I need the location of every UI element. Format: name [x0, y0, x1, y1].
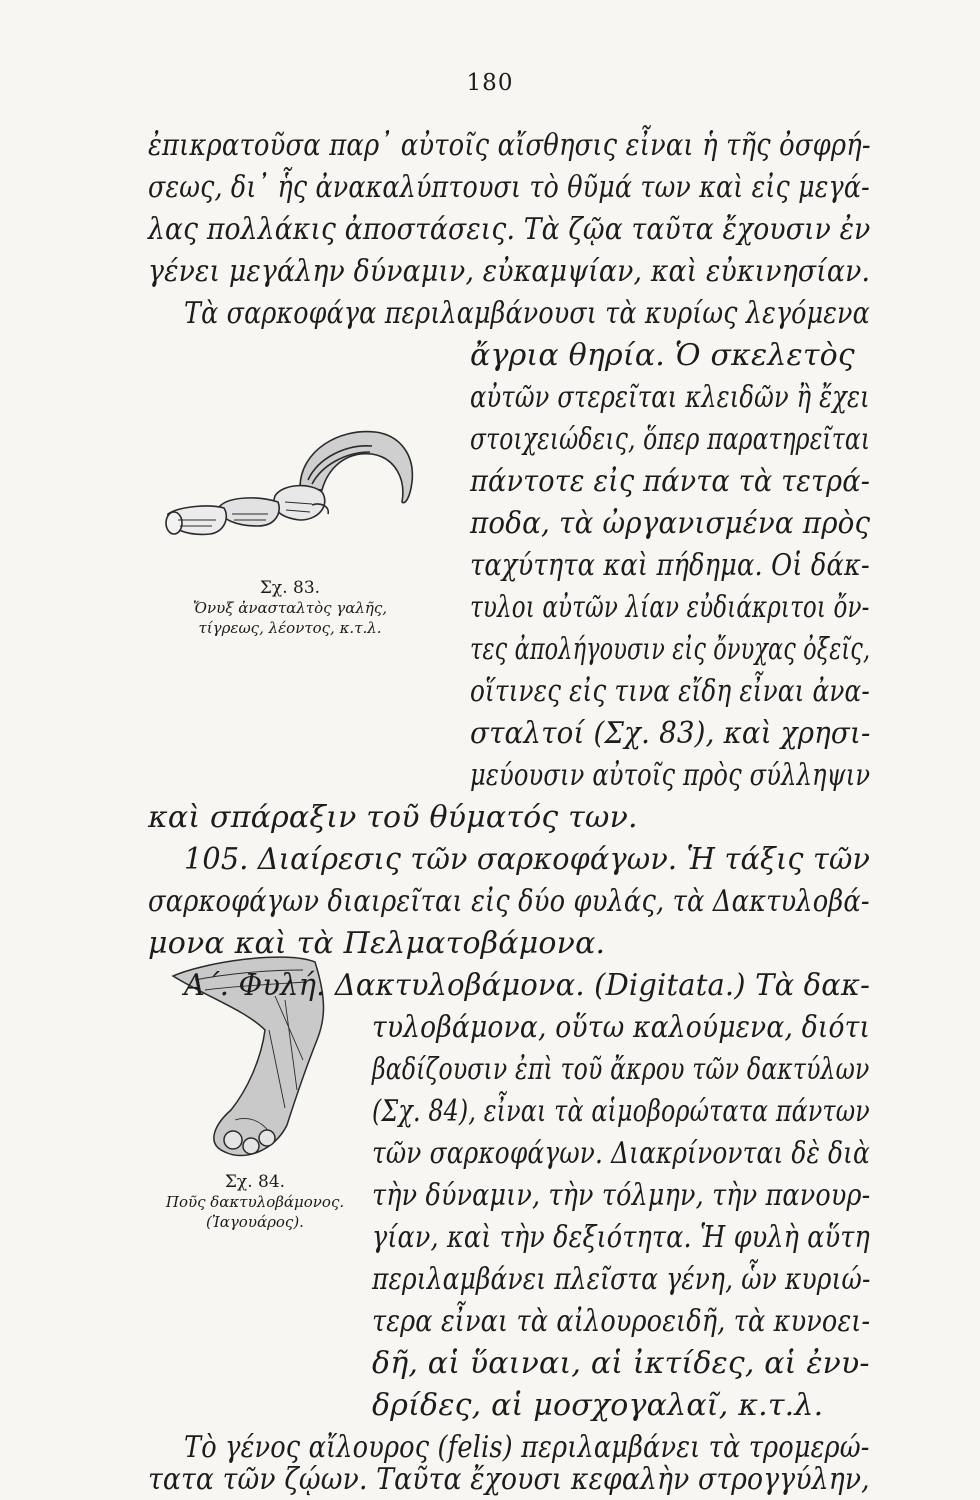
subsection-heading-line: Α΄. Φυλή. Δακτυλοβάμονα. (Digitata.) Τὰ δακ- [184, 968, 871, 1003]
text-line: ἐπικρατοῦσα παρ᾽ αὐτοῖς αἴσθησις εἶναι ἡ τῆς ὀσφρή- [148, 128, 871, 163]
claw-illustration [150, 410, 430, 570]
text-line: Τὸ γένος αἴλουρος (felis) περιλαμβάνει τὰ τρομερώ- [184, 1430, 870, 1465]
caption-line: τίγρεως, λέοντος, κ.τ.λ. [198, 619, 382, 637]
figure-caption [140, 1172, 370, 1232]
text-line: τυλοι αὐτῶν λίαν εὐδιάκριτοι ὄν- [470, 590, 870, 625]
text-line: στοιχειώδεις, ὅπερ παρατηρεῖται [470, 422, 871, 457]
text-line: οἵτινες εἰς τινα εἴδη εἶναι ἀνα- [470, 674, 870, 709]
text-line: τὴν δύναμιν, τὴν τόλμην, τὴν πανουρ- [372, 1178, 871, 1213]
text-line: σεως, δι᾽ ἧς ἀνακαλύπτουσι τὸ θῦμά των καὶ εἰς μεγά- [148, 170, 870, 205]
text-line: καὶ σπάραξιν τοῦ θύματός των. [148, 800, 638, 835]
text-line: (Σχ. 84), εἶναι τὰ αἱμοβορώτατα πάντων [372, 1094, 870, 1129]
text-line: δῆ, αἱ ὕαιναι, αἱ ἰκτίδες, αἱ ἐνυ- [372, 1346, 870, 1381]
text-line: γίαν, καὶ τὴν δεξιότητα. Ἡ φυλὴ αὕτη [372, 1220, 870, 1255]
text-line: τατα τῶν ζῴων. Ταῦτα ἔχουσι κεφαλὴν στρογγύλην, [148, 1462, 870, 1497]
text-line: βαδίζουσιν ἐπὶ τοῦ ἄκρου τῶν δακτύλων [372, 1052, 870, 1087]
figure-label: Σχ. 84. [224, 1172, 286, 1192]
text-line: αὐτῶν στερεῖται κλειδῶν ἢ ἔχει [470, 380, 870, 415]
text-line: μονα καὶ τὰ Πελματοβάμονα. [148, 926, 606, 961]
text-line: ἄγρια θηρία. Ὁ σκελετὸς [470, 338, 855, 373]
figure-caption [150, 578, 430, 638]
text-line: τυλοβάμονα, οὕτω καλούμενα, διότι [372, 1010, 871, 1045]
text-line: λας πολλάκις ἀποστάσεις. Τὰ ζῷα ταῦτα ἔχουσιν ἐν [148, 212, 871, 247]
section-heading-line: 105. Διαίρεσις τῶν σαρκοφάγων. Ἡ τάξις τῶν [184, 842, 871, 877]
text-line: σταλτοί (Σχ. 83), καὶ χρησι- [470, 716, 871, 751]
text-line: γένει μεγάλην δύναμιν, εὐκαμψίαν, καὶ εὐκινησίαν. [148, 254, 871, 289]
text-line: ταχύτητα καὶ πήδημα. Οἱ δάκ- [470, 548, 870, 583]
caption-line: Ὄνυξ ἀνασταλτὸς γαλῆς, [192, 599, 388, 617]
text-line: ποδα, τὰ ὠργανισμένα πρὸς [470, 506, 871, 541]
caption-line: Ποῦς δακτυλοβάμονος. [165, 1193, 345, 1211]
text-line: δρίδες, αἱ μοσχογαλαῖ, κ.τ.λ. [372, 1388, 824, 1423]
text-line: τες ἀπολήγουσιν εἰς ὄνυχας ὀξεῖς, [470, 632, 871, 667]
text-line: πάντοτε εἰς πάντα τὰ τετρά- [470, 464, 871, 499]
text-line: τερα εἶναι τὰ αἰλουροειδῆ, τὰ κυνοει- [372, 1304, 871, 1339]
figure-label: Σχ. 83. [259, 578, 321, 598]
page-number: 180 [466, 70, 514, 96]
text-line: τῶν σαρκοφάγων. Διακρίνονται δὲ διὰ [372, 1136, 870, 1171]
caption-line: (Ἰαγουάρος). [206, 1213, 304, 1231]
text-line: μεύουσιν αὐτοῖς πρὸς σύλληψιν [470, 758, 871, 793]
text-line: περιλαμβάνει πλεῖστα γένη, ὧν κυριώ- [372, 1262, 871, 1297]
text-line: σαρκοφάγων διαιρεῖται εἰς δύο φυλάς, τὰ Δακτυλοβά- [148, 884, 870, 919]
text-line: Τὰ σαρκοφάγα περιλαμβάνουσι τὰ κυρίως λεγόμενα [184, 296, 870, 331]
